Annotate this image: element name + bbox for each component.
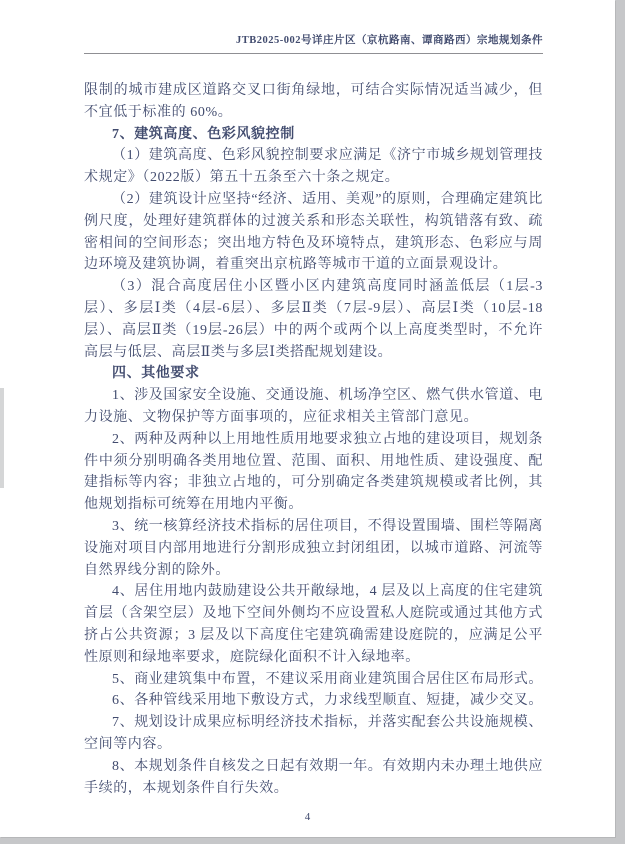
- paragraph: 5、商业建筑集中布置，不建议采用商业建筑围合居住区布局形式。: [112, 671, 543, 687]
- document-header-title: JTB2025-002号详庄片区（京杭路南、谭商路西）宗地规划条件: [235, 35, 543, 46]
- paragraph: 4、居住用地内鼓励建设公共开敞绿地，4 层及以上高度的住宅建筑首层（含架空层）及地下空间外侧均不应设置私人庭院或通过其他方式挤占公共资源；3 层及以下高度住宅建筑确需建设庭院的，应满足公平性原则和绿地率要求，庭院绿化面积不计入绿地率。: [84, 584, 543, 665]
- scan-edge-artifact: [0, 388, 4, 488]
- paragraph: （1）建筑高度、色彩风貌控制要求应满足《济宁市城乡规划管理技术规定》（2022版）第五十五条至六十条之规定。: [84, 148, 543, 186]
- page-number: 4: [304, 811, 311, 823]
- header-divider: [84, 53, 543, 54]
- paragraph: 1、涉及国家安全设施、交通设施、机场净空区、燃气供水管道、电力设施、文物保护等方面事项的，应征求相关主管部门意见。: [84, 388, 543, 425]
- paragraph: 8、本规划条件自核发之日起有效期一年。有效期内未办理土地供应手续的，本规划条件自行失效。: [84, 758, 543, 796]
- paragraph: （3）混合高度居住小区暨小区内建筑高度同时涵盖低层（1层-3层）、多层Ⅰ类（4层-6层）、多层Ⅱ类（7层-9层）、高层Ⅰ类（10层-18层）、高层Ⅱ类（19层-26层）中的两个或两个以上高度类型时，不允许高层与低层、高层Ⅱ类与多层Ⅰ类搭配规划建设。: [84, 279, 543, 360]
- paragraph: 7、规划设计成果应标明经济技术指标，并落实配套公共设施规模、空间等内容。: [84, 715, 543, 752]
- paragraph: 6、各种管线采用地下敷设方式，力求线型顺直、短捷，减少交叉。: [112, 693, 543, 709]
- paragraph: 限制的城市建成区道路交叉口街角绿地，可结合实际情况适当减少，但不宜低于标准的 60%。: [84, 83, 543, 120]
- paragraph: （2）建筑设计应坚持“经济、适用、美观”的原则，合理确定建筑比例尺度，处理好建筑群体的过渡关系和形态关联性，构筑错落有致、疏密相间的空间形态；突出地方特色及环境特点，建筑形态、色彩应与周边环境及建筑协调，着重突出京杭路等城市干道的立面景观设计。: [84, 191, 543, 273]
- document-body: [84, 80, 543, 799]
- paragraph: 2、两种及两种以上用地性质用地要求独立占地的建设项目，规划条件中须分别明确各类用地位置、范围、面积、用地性质、建设强度、配建指标等内容；非独立占地的，可分别确定各类建筑规模或者比例，其他规划指标可统筹在用地内平衡。: [84, 431, 543, 513]
- section-heading: 7、建筑高度、色彩风貌控制: [112, 126, 295, 142]
- paragraph: 3、统一核算经济技术指标的居住项目，不得设置围墙、围栏等隔离设施对项目内部用地进行分割形成独立封闭组团，以城市道路、河流等自然界线分割的除外。: [84, 518, 543, 578]
- page-footer: [0, 811, 615, 823]
- page-header: [84, 32, 543, 47]
- section-heading: 四、其他要求: [112, 366, 200, 382]
